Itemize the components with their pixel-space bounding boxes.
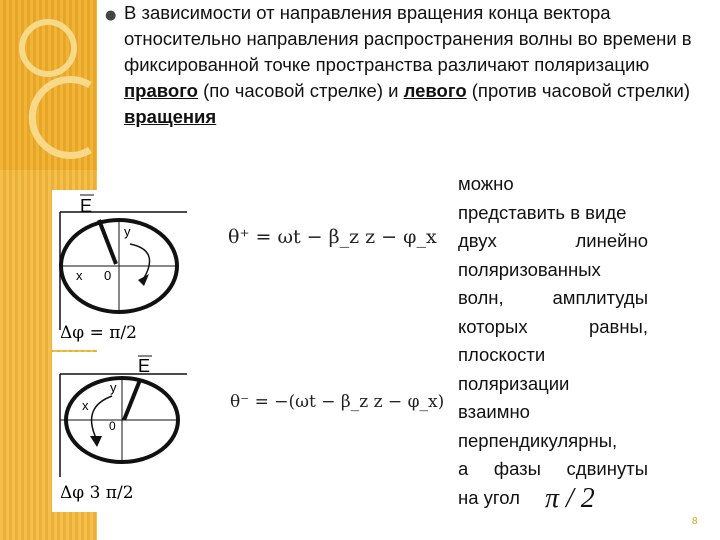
origin-label: 0 [104,268,112,283]
right-column-word: на угол [458,486,520,508]
right-column-word: поляризованных [458,258,601,280]
rotation-arrow-head [90,436,102,447]
right-column-line [458,370,648,399]
figure-right-diagram [52,190,192,350]
y-axis-label: y [110,380,117,395]
x-axis-label: x [76,268,83,283]
right-column-word: фазы [493,458,541,479]
rotation-arrow-head [138,274,149,286]
right-column-word: перпендикулярны, [458,429,618,451]
right-column-word: взаимно [458,401,530,422]
right-column-word: поляризации [458,372,570,394]
vector-label: E [138,356,151,376]
right-column-word: представить в виде [458,201,627,223]
slide-number: 8 [692,516,698,527]
right-column-word: можно [458,173,514,194]
figure-right-polarization [52,190,192,350]
right-column-word: равны, [588,315,648,337]
right-column-word: волн, [458,287,504,308]
word-left: левого [403,80,467,101]
y-axis-label: y [124,224,131,239]
main-text-part2: (по часовой стрелке) и [197,80,404,101]
main-text-part1: В зависимости от направления вращения конца вектора относительно направления распространения волны во времени в фиксированной точке пространства различают поляризацию [124,2,692,75]
equation-right-phase: θ⁺ = ωt − β_z z − φ_x [228,226,437,248]
right-column-word: а [458,458,469,479]
right-column-word: линейно [575,230,648,251]
field-vector [99,220,116,264]
field-vector [124,380,140,420]
origin-label: 0 [109,419,116,433]
phase-shift-label: Δφ 3 π/2 [60,483,134,503]
main-paragraph [124,0,716,130]
equation-left-phase: θ⁻ = −(ωt − β_z z − φ_x) [230,392,445,412]
bullet-icon: ● [105,8,117,23]
right-column-line [458,284,648,313]
right-column-text [458,170,648,512]
right-column-line [458,313,648,342]
right-column-line [458,256,648,285]
right-column-line [458,341,648,370]
deco-arc-bottom [32,80,90,156]
x-axis-label: x [82,398,89,413]
right-column-word: амплитуды [552,287,648,308]
angle-pi-over-2: π / 2 [545,483,595,514]
word-rotation: вращения [124,106,217,127]
right-column-line [458,398,648,427]
decorative-circles [0,0,97,170]
right-column-line [458,199,648,228]
word-right: правого [124,80,198,101]
right-column-line [458,227,648,256]
main-text-part3: (против часовой стрелки) [466,80,691,101]
figure-left-diagram [52,352,192,512]
right-column-line [458,427,648,456]
deco-circle-top [22,22,74,74]
right-column-word: сдвинуты [566,458,648,479]
phase-shift-label: Δφ = π/2 [60,323,137,343]
right-column-word: которых [458,315,528,337]
figure-left-polarization [52,352,192,512]
right-column-word: плоскости [458,344,546,365]
rotation-arrow-curve [130,244,150,278]
right-column-line [458,170,648,199]
right-column-word: двух [458,230,497,251]
vector-label: E [80,196,93,216]
right-column-line [458,455,648,484]
